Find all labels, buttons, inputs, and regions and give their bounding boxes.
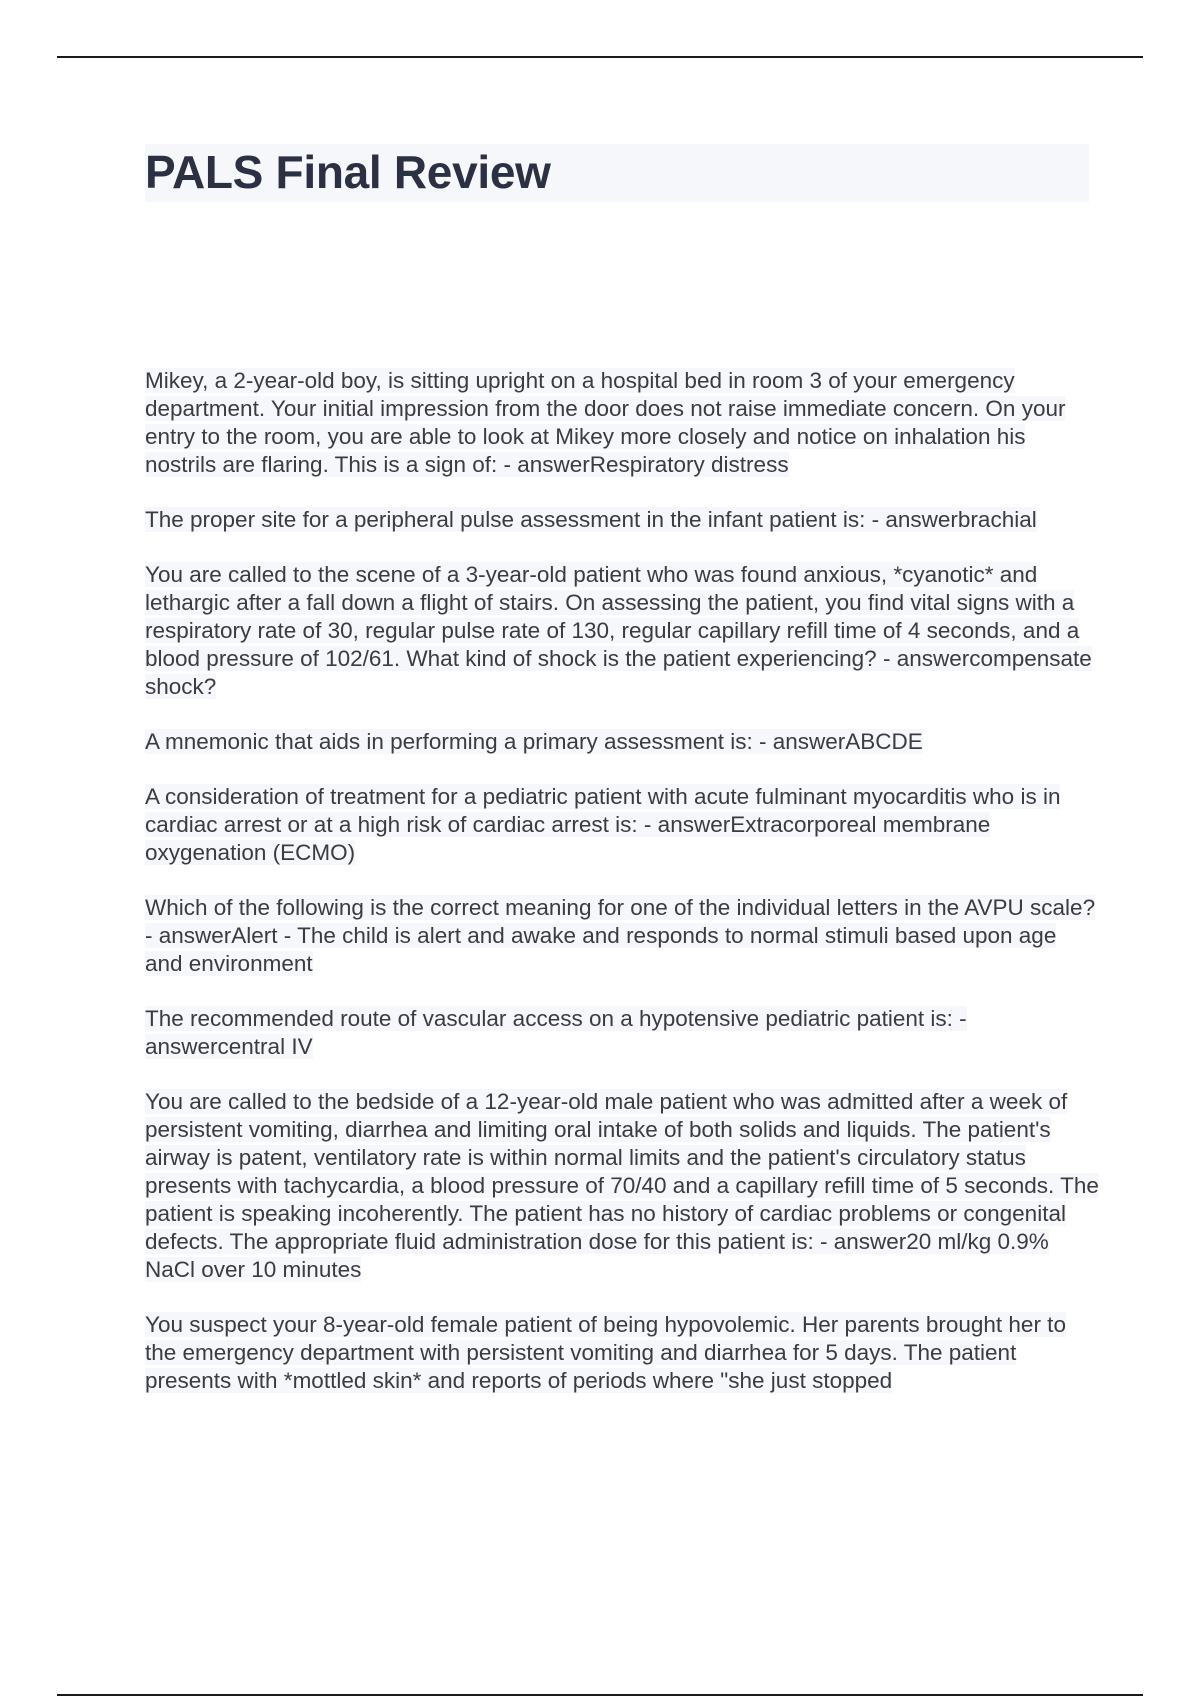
qa-item bbox=[145, 783, 1100, 867]
qa-item bbox=[145, 894, 1100, 978]
qa-item bbox=[145, 1088, 1100, 1284]
qa-text: You are called to the scene of a 3-year-old patient who was found anxious, *cyanotic* and lethargic after a fall down a flight of stairs. On assessing the patient, you find vital signs with a respiratory rate of 30, regular pulse rate of 130, regular capillary refill time of 4 seconds, and a blood pressure of 102/61. What kind of shock is the patient experiencing? - answercompensate shock? bbox=[145, 562, 1092, 699]
qa-text: You are called to the bedside of a 12-year-old male patient who was admitted after a week of persistent vomiting, diarrhea and limiting oral intake of both solids and liquids. The patient's airway is patent, ventilatory rate is within normal limits and the patient's circulatory status presents with tachycardia, a blood pressure of 70/40 and a capillary refill time of 5 seconds. The patient is speaking incoherently. The patient has no history of cardiac problems or congenital defects. The appropriate fluid administration dose for this patient is: - answer20 ml/kg 0.9% NaCl over 10 minutes bbox=[145, 1089, 1099, 1282]
top-rule bbox=[57, 56, 1143, 58]
qa-item bbox=[145, 728, 1100, 756]
qa-text: A mnemonic that aids in performing a primary assessment is: - answerABCDE bbox=[145, 729, 923, 754]
qa-text: A consideration of treatment for a pediatric patient with acute fulminant myocarditis who is in cardiac arrest or at a high risk of cardiac arrest is: - answerExtracorporeal membrane oxygenation (ECMO) bbox=[145, 784, 1061, 865]
qa-list bbox=[145, 367, 1100, 1422]
document-title: PALS Final Review bbox=[145, 146, 551, 198]
qa-text: The proper site for a peripheral pulse assessment in the infant patient is: - answerbrachial bbox=[145, 507, 1037, 532]
qa-item bbox=[145, 1311, 1100, 1395]
qa-text: Mikey, a 2-year-old boy, is sitting upright on a hospital bed in room 3 of your emergency department. Your initial impression from the door does not raise immediate concern. On your entry to the room, you are able to look at Mikey more closely and notice on inhalation his nostrils are flaring. This is a sign of: - answerRespiratory distress bbox=[145, 368, 1066, 477]
qa-item bbox=[145, 506, 1100, 534]
bottom-rule bbox=[57, 1694, 1143, 1696]
qa-text: The recommended route of vascular access on a hypotensive pediatric patient is: - answercentral IV bbox=[145, 1006, 967, 1059]
qa-item bbox=[145, 1005, 1100, 1061]
qa-item bbox=[145, 561, 1100, 701]
qa-item bbox=[145, 367, 1100, 479]
qa-text: You suspect your 8-year-old female patient of being hypovolemic. Her parents brought her to the emergency department with persistent vomiting and diarrhea for 5 days. The patient presents with *mottled skin* and reports of periods where "she just stopped bbox=[145, 1312, 1066, 1393]
qa-text: Which of the following is the correct meaning for one of the individual letters in the AVPU scale? - answerAlert - The child is alert and awake and responds to normal stimuli based upon age and environment bbox=[145, 895, 1096, 976]
